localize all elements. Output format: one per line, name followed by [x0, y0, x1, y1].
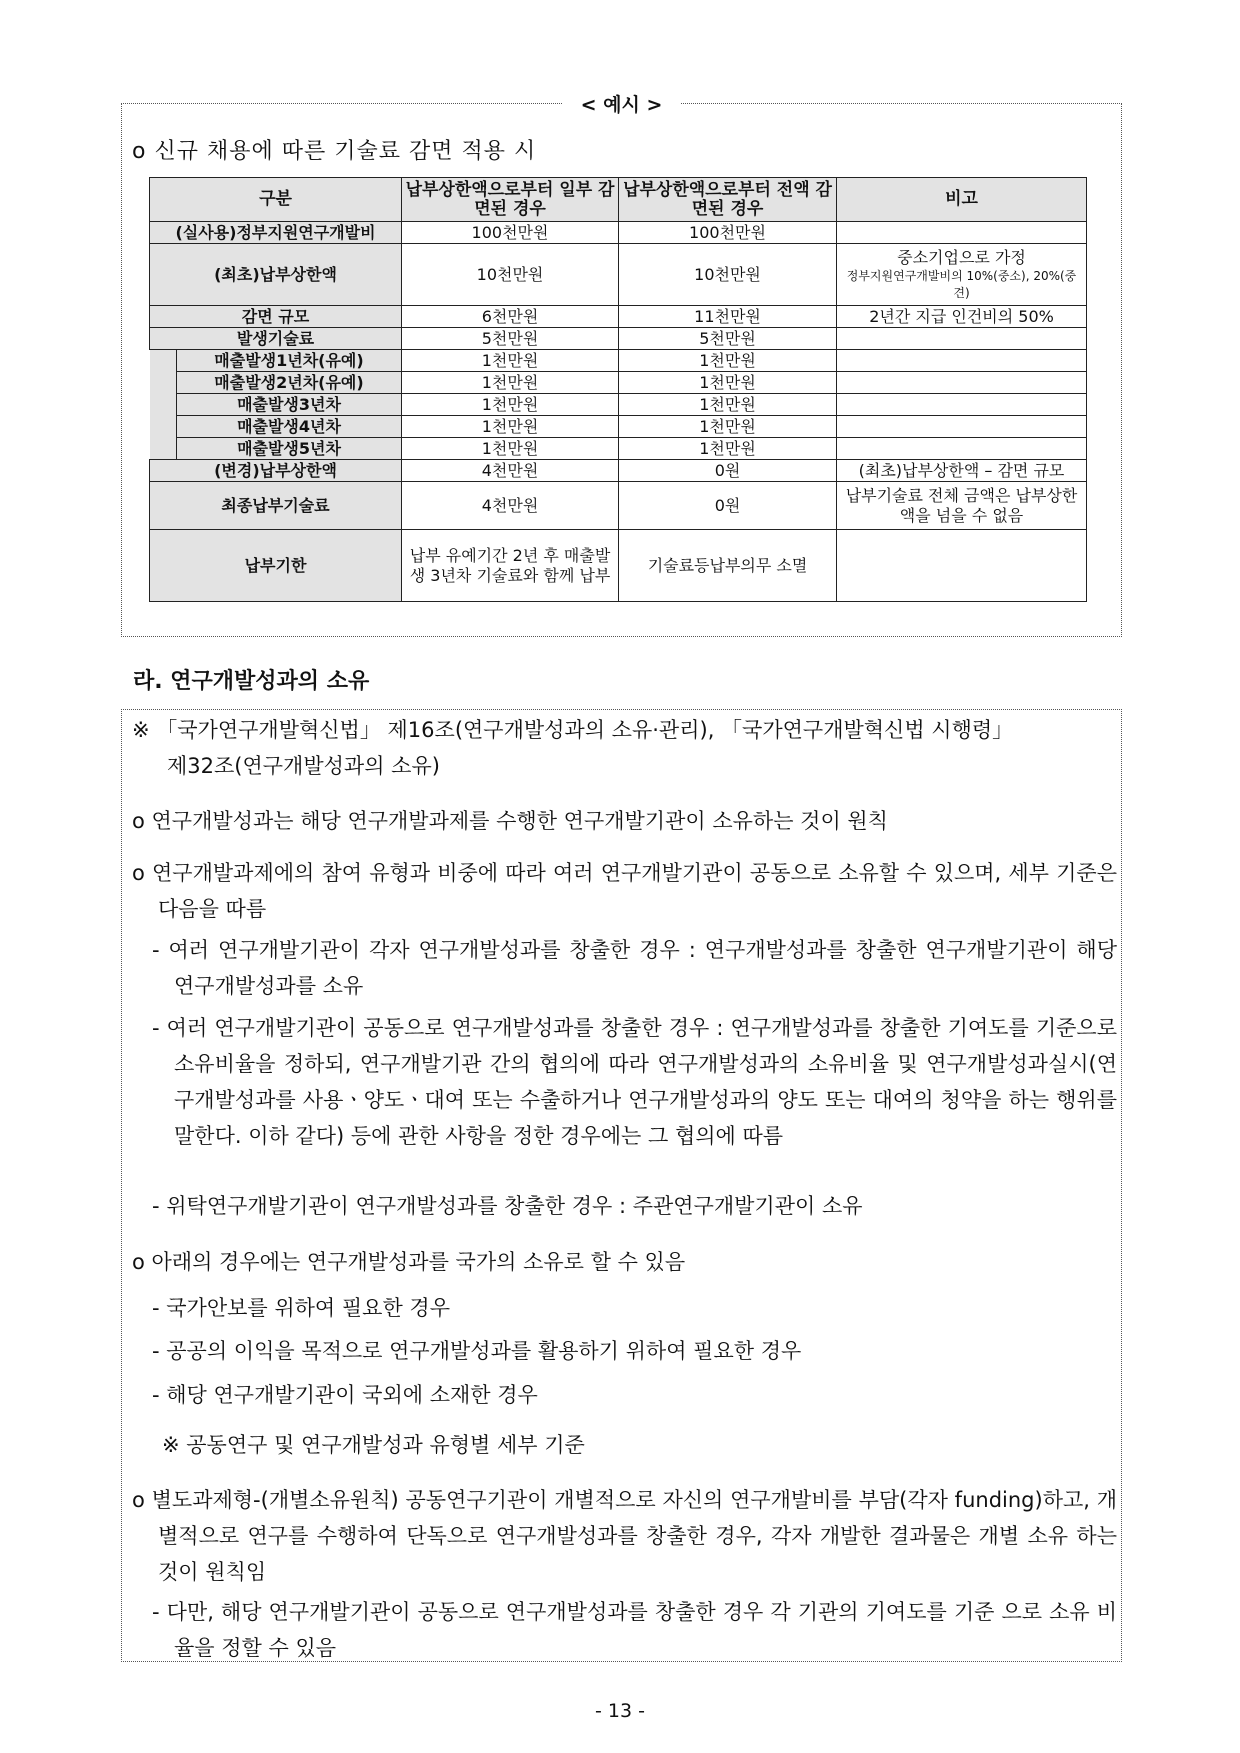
cell-full: 1천만원	[619, 438, 837, 460]
cell-note	[837, 416, 1087, 438]
cell-note	[837, 350, 1087, 372]
paragraph-2-sub-2: - 여러 연구개발기관이 공동으로 연구개발성과를 창출한 경우 : 연구개발성과를 창출한 기여도를 기준으로 소유비율을 정하되, 연구개발기관 간의 협의에 따라 연구개발성과의 소유비율 및 연구개발성과실시(연구개발성과를 사용ㆍ양도ㆍ대여 또는 수출하거나 연구개발성과의 양도 또는 대여의 청약을 하는 행위를 말한다. 이하 같다) 등에 관한 사항을 정한 경우에는 그 협의에 따름	[152, 1016, 1117, 1148]
table-row	[150, 482, 1087, 530]
table-row	[150, 530, 1087, 602]
paragraph-4-sub-1: - 다만, 해당 연구개발기관이 공동으로 연구개발성과를 창출한 경우 각 기관의 기여도를 기준 으로 소유 비율을 정할 수 있음	[152, 1600, 1117, 1660]
cell-full: 1천만원	[619, 350, 837, 372]
row-label: 매출발생5년차	[177, 438, 402, 460]
table-row	[150, 394, 1087, 416]
cell-partial: 1천만원	[402, 350, 619, 372]
section-heading: 라. 연구개발성과의 소유	[133, 669, 370, 694]
header-partial: 납부상한액으로부터 일부 감면된 경우	[402, 178, 619, 222]
cell-partial: 1천만원	[402, 438, 619, 460]
cell-note	[837, 244, 1087, 306]
paragraph-3-sub-2: - 공공의 이익을 목적으로 연구개발성과를 활용하기 위하여 필요한 경우	[152, 1339, 802, 1363]
paragraph-2-sub-3: - 위탁연구개발기관이 연구개발성과를 창출한 경우 : 주관연구개발기관이 소유	[152, 1194, 863, 1218]
detail-criteria-note: ※ 공동연구 및 연구개발성과 유형별 세부 기준	[162, 1433, 585, 1457]
cell-partial: 1천만원	[402, 416, 619, 438]
paragraph-2-sub-1: - 여러 연구개발기관이 각자 연구개발성과를 창출한 경우 : 연구개발성과를 창출한 연구개발기관이 해당 연구개발성과를 소유	[152, 938, 1117, 998]
legal-reference: ※ 「국가연구개발혁신법」 제16조(연구개발성과의 소유·관리), 「국가연구개발혁신법 시행령」	[132, 718, 1014, 742]
paragraph-4: o 별도과제형-(개별소유원칙) 공동연구기관이 개별적으로 자신의 연구개발비를 부담(각자 funding)하고, 개별적으로 연구를 수행하여 단독으로 연구개발성과를 창출한 경우, 각자 개발한 결과물은 개별 소유 하는 것이 원칙임	[132, 1488, 1117, 1584]
note-small: 정부지원연구개발비의 10%(중소), 20%(중견)	[846, 268, 1077, 300]
legal-reference-cont: 제32조(연구개발성과의 소유)	[167, 754, 440, 778]
cell-note: (최초)납부상한액 – 감면 규모	[837, 460, 1087, 482]
header-note: 비고	[837, 178, 1087, 222]
example-intro: o 신규 채용에 따른 기술료 감면 적용 시	[132, 139, 537, 164]
paragraph-2: o 연구개발과제에의 참여 유형과 비중에 따라 여러 연구개발기관이 공동으로 소유할 수 있으며, 세부 기준은 다음을 따름	[132, 861, 1117, 921]
row-label: 납부기한	[150, 530, 402, 602]
note-main: 중소기업으로 가정	[897, 247, 1026, 267]
cell-partial: 6천만원	[402, 306, 619, 328]
row-label: 최종납부기술료	[150, 482, 402, 530]
cell-full: 11천만원	[619, 306, 837, 328]
header-full: 납부상한액으로부터 전액 감면된 경우	[619, 178, 837, 222]
row-label: (최초)납부상한액	[150, 244, 402, 306]
cell-partial: 납부 유예기간 2년 후 매출발생 3년차 기술료와 함께 납부	[402, 530, 619, 602]
content-box	[121, 709, 1122, 1662]
indent-cell	[150, 350, 177, 460]
cell-partial: 5천만원	[402, 328, 619, 350]
cell-note	[837, 438, 1087, 460]
cell-partial: 100천만원	[402, 222, 619, 244]
cell-full: 1천만원	[619, 416, 837, 438]
cell-note	[837, 530, 1087, 602]
cell-note	[837, 394, 1087, 416]
row-label: (변경)납부상한액	[150, 460, 402, 482]
cell-note	[837, 372, 1087, 394]
cell-full: 10천만원	[619, 244, 837, 306]
cell-full: 0원	[619, 460, 837, 482]
table-row	[150, 438, 1087, 460]
cell-note: 2년간 지급 인건비의 50%	[837, 306, 1087, 328]
row-label: 발생기술료	[150, 328, 402, 350]
paragraph-1: o 연구개발성과는 해당 연구개발과제를 수행한 연구개발기관이 소유하는 것이 원칙	[132, 809, 888, 833]
table-row	[150, 328, 1087, 350]
table-row	[150, 372, 1087, 394]
paragraph-3-sub-1: - 국가안보를 위하여 필요한 경우	[152, 1296, 450, 1320]
header-category: 구분	[150, 178, 402, 222]
paragraph-3: o 아래의 경우에는 연구개발성과를 국가의 소유로 할 수 있음	[132, 1250, 686, 1274]
row-label: 매출발생1년차(유예)	[177, 350, 402, 372]
row-label: 매출발생3년차	[177, 394, 402, 416]
row-label: 매출발생2년차(유예)	[177, 372, 402, 394]
cell-full: 0원	[619, 482, 837, 530]
cell-partial: 1천만원	[402, 372, 619, 394]
row-label: (실사용)정부지원연구개발비	[150, 222, 402, 244]
cell-note	[837, 328, 1087, 350]
row-label: 감면 규모	[150, 306, 402, 328]
table-row	[150, 460, 1087, 482]
table-row	[150, 222, 1087, 244]
cell-partial: 4천만원	[402, 460, 619, 482]
cell-partial: 4천만원	[402, 482, 619, 530]
table-row	[150, 416, 1087, 438]
cell-full: 1천만원	[619, 372, 837, 394]
page-number: - 13 -	[595, 1700, 645, 1722]
row-label: 매출발생4년차	[177, 416, 402, 438]
cell-note: 납부기술료 전체 금액은 납부상한액을 넘을 수 없음	[837, 482, 1087, 530]
table-row	[150, 244, 1087, 306]
paragraph-3-sub-3: - 해당 연구개발기관이 국외에 소재한 경우	[152, 1383, 538, 1407]
example-title: < 예시 >	[563, 94, 681, 116]
example-box	[121, 94, 1122, 637]
table-row	[150, 306, 1087, 328]
royalty-example-table	[149, 177, 1087, 602]
cell-partial: 10천만원	[402, 244, 619, 306]
table-header-row	[150, 178, 1087, 222]
cell-note	[837, 222, 1087, 244]
cell-full: 1천만원	[619, 394, 837, 416]
table-row	[150, 350, 1087, 372]
cell-full: 기술료등납부의무 소멸	[619, 530, 837, 602]
cell-full: 100천만원	[619, 222, 837, 244]
cell-full: 5천만원	[619, 328, 837, 350]
cell-partial: 1천만원	[402, 394, 619, 416]
